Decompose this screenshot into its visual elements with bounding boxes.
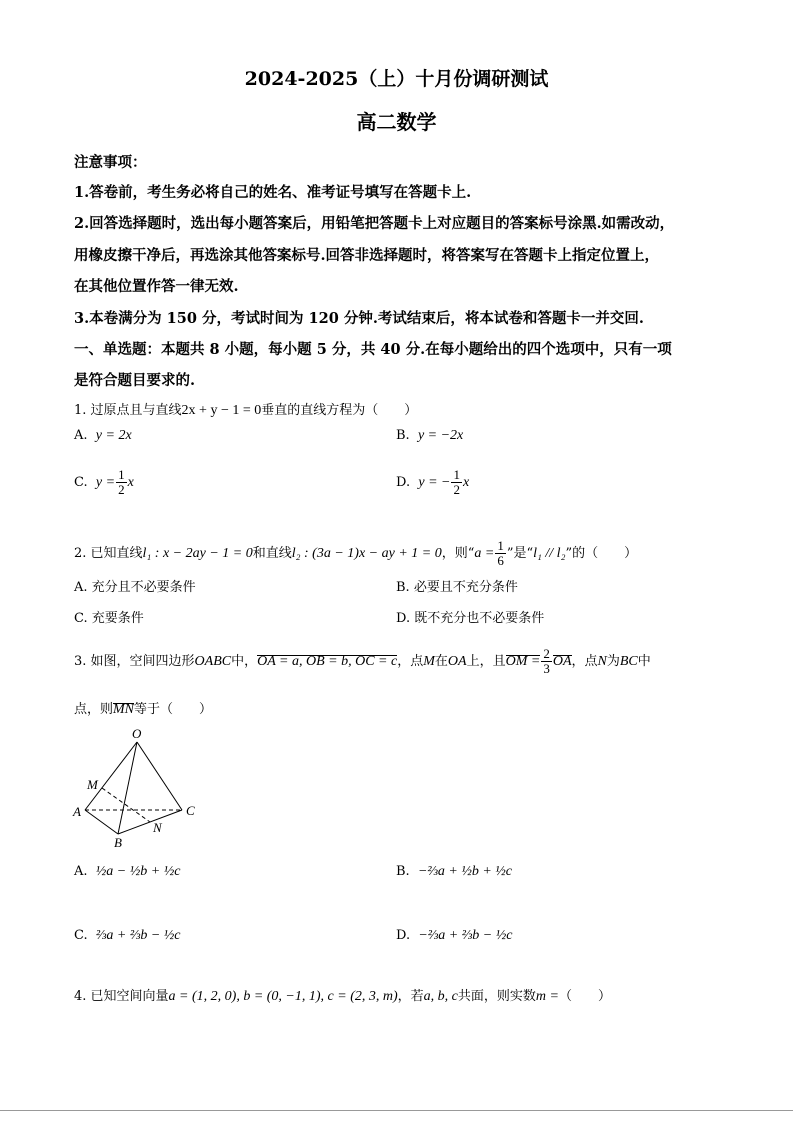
q1-option-d-lhs: y = −	[418, 475, 451, 490]
q1-line-equation: 2x + y − 1 = 0	[181, 403, 262, 418]
q3-mid-7: 中	[637, 654, 651, 669]
q3-mid: 中，	[231, 654, 258, 669]
notice-item-2-line-1: 2.回答选择题时，选出每小题答案后，用铅笔把答题卡上对应题目的答案标号涂黑.如需改动，	[74, 215, 675, 232]
q1-d-den: 2	[453, 482, 460, 497]
q3-prefix: 3. 如图，空间四边形	[74, 654, 195, 669]
q2-prefix: 2. 已知直线	[74, 546, 143, 561]
q3-option-b-math: −⅔a + ½b + ½c	[417, 864, 513, 879]
q3-mid-2: ，点	[397, 654, 424, 669]
q3-option-c[interactable]	[74, 928, 181, 944]
q1-c-den: 2	[118, 482, 125, 497]
exam-title: 2024-2025（上）十月份调研测试	[244, 68, 549, 90]
label-b: B	[114, 835, 122, 850]
q1-option-c-label: C.	[74, 475, 88, 490]
q3-mid-3: 在	[434, 654, 448, 669]
q4-mid-2: 共面，则实数	[457, 989, 536, 1004]
q1-prefix: 1. 过原点且与直线	[74, 403, 182, 418]
q2-a-eq: a =	[474, 546, 495, 561]
q1-option-d-fraction	[451, 468, 462, 497]
q1-option-b[interactable]	[396, 428, 463, 444]
q3-segment-oa: OA	[447, 654, 467, 669]
q3-vectors: OA = a, OB = b, OC = c	[257, 654, 398, 669]
q1-suffix: 垂直的直线方程为（ ）	[261, 403, 418, 418]
q4-suffix: （ ）	[558, 989, 611, 1004]
q1-option-a[interactable]	[74, 428, 132, 444]
q3-point-m: M	[423, 654, 435, 669]
label-n: N	[153, 820, 162, 835]
edge-oa	[85, 742, 137, 810]
q4-vectors: a = (1, 2, 0), b = (0, −1, 1), c = (2, 3, m)	[168, 989, 398, 1004]
q3-option-a[interactable]	[74, 864, 180, 880]
q2-option-d[interactable]: D. 既不充分也不必要条件	[396, 611, 545, 626]
q1-option-c[interactable]	[74, 468, 134, 497]
q2-mid: 和直线	[252, 546, 292, 561]
question-2	[74, 539, 637, 568]
q2-line-1: l₁ : x − 2ay − 1 = 0	[142, 546, 253, 561]
q1-option-a-math: y = 2x	[95, 428, 132, 443]
q3-option-d-label: D.	[396, 928, 411, 943]
q2-mid-3: ”是“	[506, 546, 534, 561]
notice-item-3: 3.本卷满分为 150 分，考试时间为 120 分钟.考试结束后，将本试卷和答题卡一并交回.	[74, 310, 644, 327]
q1-option-c-var: x	[127, 475, 134, 490]
q1-option-b-label: B.	[396, 428, 410, 443]
q4-m-eq: m =	[535, 989, 559, 1004]
q2-den: 6	[497, 553, 504, 568]
label-o: O	[132, 726, 142, 741]
label-m: M	[87, 777, 98, 792]
q1-option-d-var: x	[462, 475, 470, 490]
q1-option-b-math: y = −2x	[417, 428, 464, 443]
q3-mid-6: 为	[606, 654, 620, 669]
q3-segment-bc: BC	[619, 654, 638, 669]
q3-option-b[interactable]	[396, 864, 512, 880]
question-3	[74, 647, 651, 676]
q3-vector-oa: OA	[552, 654, 572, 669]
q1-d-num: 1	[453, 467, 460, 482]
q1-option-c-fraction	[116, 468, 127, 497]
q3-option-c-math: ⅔a + ⅔b − ½c	[95, 928, 181, 943]
notice-item-2-line-2: 用橡皮擦干净后，再选涂其他答案标号.回答非选择题时，将答案写在答题卡上指定位置上，	[74, 247, 660, 264]
q4-abc: a, b, c	[423, 989, 458, 1004]
question-1	[74, 399, 417, 419]
q3-option-a-label: A.	[74, 864, 88, 879]
q3-option-c-label: C.	[74, 928, 88, 943]
q2-num: 1	[497, 538, 504, 553]
q2-mid-2: ，则“	[441, 546, 475, 561]
q1-option-d[interactable]	[396, 468, 469, 497]
notice-item-2-line-3: 在其他位置作答一律无效.	[74, 278, 239, 295]
q3-line-2-prefix: 点，则	[74, 702, 114, 717]
edge-ob	[118, 742, 137, 834]
label-c: C	[186, 803, 195, 818]
q3-mid-4: 上，且	[466, 654, 506, 669]
q2-option-b[interactable]: B. 必要且不充分条件	[396, 580, 518, 595]
q2-parallel: l₁ // l₂	[533, 546, 566, 561]
page-bottom-divider	[0, 1110, 793, 1111]
notice-heading: 注意事项：	[74, 154, 147, 171]
label-a: A	[73, 804, 81, 819]
q2-fraction	[495, 539, 506, 568]
q2-option-c[interactable]: C. 充要条件	[74, 611, 144, 626]
question-4	[74, 985, 611, 1005]
exam-subtitle: 高二数学	[356, 110, 437, 134]
q3-vector-om: OM =	[505, 654, 541, 669]
q4-prefix: 4. 已知空间向量	[74, 989, 169, 1004]
q3-option-a-math: ½a − ½b + ½c	[95, 864, 181, 879]
q1-c-num: 1	[118, 467, 125, 482]
q2-option-a[interactable]: A. 充分且不必要条件	[74, 580, 196, 595]
q3-shape: OABC	[194, 654, 232, 669]
q3-den: 3	[543, 661, 550, 676]
q3-num: 2	[543, 646, 550, 661]
section-1-line-1: 一、单选题：本题共 8 小题，每小题 5 分，共 40 分.在每小题给出的四个选项中，只有一项	[74, 341, 672, 358]
question-3-line-2	[74, 698, 212, 718]
q4-mid: ，若	[397, 989, 424, 1004]
q3-option-d[interactable]	[396, 928, 512, 944]
q3-option-d-math: −⅔a + ⅔b − ½c	[418, 928, 513, 943]
notice-item-1: 1.答卷前，考生务必将自己的姓名、准考证号填写在答题卡上.	[74, 184, 472, 201]
q1-option-c-lhs: y =	[95, 475, 116, 490]
q3-mid-5: ，点	[571, 654, 598, 669]
tetrahedron-figure	[70, 724, 210, 854]
q3-fraction	[541, 647, 552, 676]
q3-point-n: N	[597, 654, 607, 669]
q2-line-2: l₂ : (3a − 1)x − ay + 1 = 0	[291, 546, 442, 561]
q3-line-2-suffix: 等于（ ）	[134, 702, 213, 717]
q3-vector-mn: MN	[113, 702, 135, 717]
edge-ab	[85, 810, 118, 834]
q1-option-a-label: A.	[74, 428, 88, 443]
q2-suffix: ”的（ ）	[565, 546, 638, 561]
q1-option-d-label: D.	[396, 475, 411, 490]
section-1-line-2: 是符合题目要求的.	[74, 372, 196, 389]
q3-option-b-label: B.	[396, 864, 410, 879]
edge-oc	[137, 742, 182, 810]
